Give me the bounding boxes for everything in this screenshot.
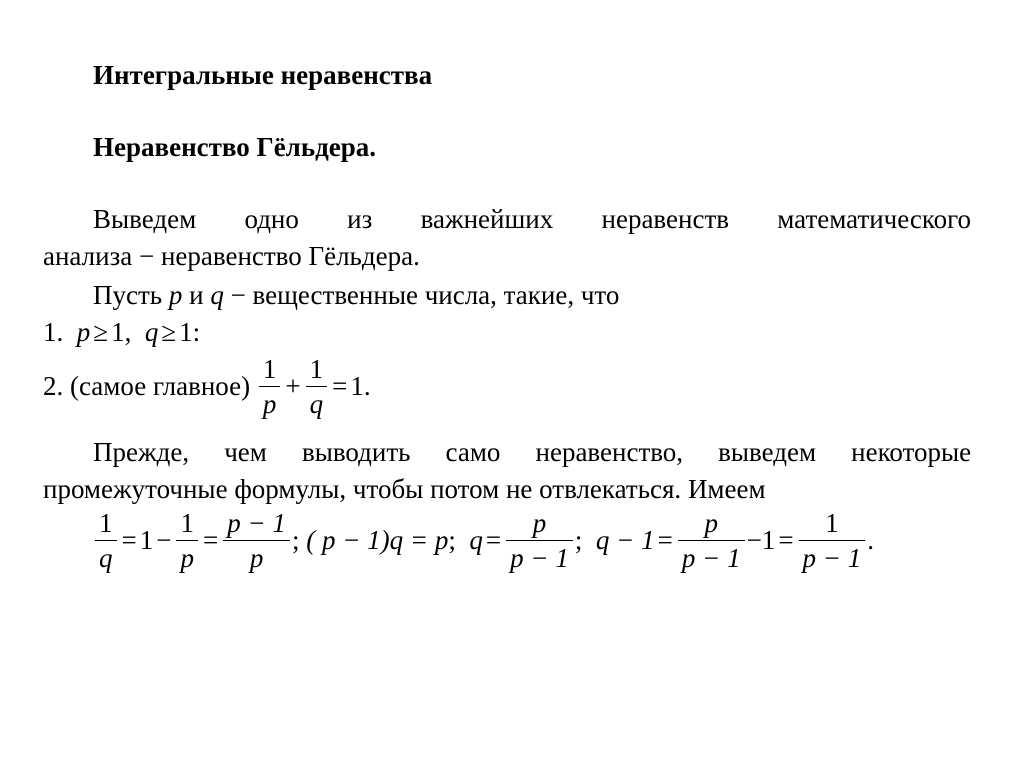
fraction-p-over-p-minus-1 xyxy=(506,508,573,573)
var-q: q xyxy=(469,525,483,555)
paragraph-3-line-2 xyxy=(43,473,766,505)
condition-2-label: 2. (самое главное) xyxy=(43,371,251,401)
word: из xyxy=(347,204,373,234)
semicolon: ; xyxy=(574,525,583,555)
word: Прежде, xyxy=(93,437,190,467)
numerator: 1 xyxy=(309,354,324,384)
one: 1 xyxy=(179,317,193,347)
fraction-1-over-p xyxy=(259,354,281,419)
equals-sign: = xyxy=(332,371,348,401)
condition-1-label: 1. xyxy=(43,317,64,347)
equals-sign: = xyxy=(202,525,219,555)
equals-sign: = xyxy=(121,525,137,555)
denominator: p xyxy=(262,389,277,419)
rhs: 1. xyxy=(350,371,371,401)
fraction-1-over-q xyxy=(95,508,117,573)
text: − вещественные числа, такие, что xyxy=(223,280,620,310)
fraction-bar xyxy=(506,540,573,541)
fraction-bar xyxy=(306,386,328,387)
equals-sign: = xyxy=(657,525,673,555)
word: само xyxy=(445,437,501,467)
fraction-bar xyxy=(176,540,198,541)
word: выводить xyxy=(301,437,411,467)
denominator: q xyxy=(99,543,113,573)
numerator: 1 xyxy=(99,508,113,538)
q-minus-1: q − 1 xyxy=(595,525,655,555)
minus-sign: − xyxy=(156,525,172,555)
condition-1 xyxy=(43,316,200,348)
fraction-1-over-p xyxy=(176,508,198,573)
period: . xyxy=(867,525,875,555)
numerator: p xyxy=(704,508,718,538)
word: Имеем xyxy=(687,474,766,504)
text: Пусть xyxy=(93,280,169,310)
word: промежуточные xyxy=(43,474,228,504)
fraction-bar xyxy=(799,540,866,541)
fraction-bar xyxy=(95,540,117,541)
numerator: p xyxy=(532,508,547,538)
fraction-bar xyxy=(223,540,290,541)
word: Выведем xyxy=(93,204,197,234)
identity-p-minus-1-q: ( p − 1)q = p xyxy=(306,525,449,555)
equals-sign: = xyxy=(485,525,502,555)
denominator: p − 1 xyxy=(681,543,741,573)
formula-line xyxy=(93,508,874,573)
colon: : xyxy=(192,317,201,347)
word: неравенств xyxy=(601,204,729,234)
word: чем xyxy=(224,437,267,467)
numerator: p − 1 xyxy=(227,508,286,538)
fraction-1-over-p-minus-1 xyxy=(799,508,866,573)
word: чтобы xyxy=(352,474,424,504)
semicolon: ; xyxy=(448,525,456,555)
comma: , xyxy=(124,317,132,347)
var-p: p xyxy=(168,280,183,310)
word: математического xyxy=(777,204,972,234)
var-q: q xyxy=(144,317,159,347)
word: формулы, xyxy=(234,474,347,504)
minus-one: −1 xyxy=(746,525,776,555)
denominator: p xyxy=(249,543,264,573)
numerator: 1 xyxy=(262,354,277,384)
word: не xyxy=(505,474,533,504)
semicolon: ; xyxy=(291,525,300,555)
numerator: 1 xyxy=(180,508,194,538)
var-q: q xyxy=(210,280,224,310)
geq-sign: ≥ xyxy=(93,317,109,347)
word: потом xyxy=(430,474,500,504)
denominator: p − 1 xyxy=(510,543,569,573)
paragraph-1-line-1 xyxy=(93,203,971,235)
subsection-title: Неравенство Гёльдера. xyxy=(93,132,377,162)
word: неравенство, xyxy=(535,437,684,467)
one: 1 xyxy=(139,525,154,555)
paragraph-1-line-2: анализа − неравенство Гёльдера. xyxy=(43,241,420,271)
word: выведем xyxy=(718,437,817,467)
text: и xyxy=(182,280,211,310)
denominator: p xyxy=(180,543,194,573)
fraction-bar xyxy=(678,540,745,541)
fraction-1-over-q xyxy=(306,354,328,419)
paragraph-3-line-1 xyxy=(93,436,971,468)
paragraph-2 xyxy=(93,279,619,311)
condition-2 xyxy=(43,354,371,419)
word: одно xyxy=(244,204,299,234)
fraction-p-over-p-minus-1 xyxy=(678,508,745,573)
plus-sign: + xyxy=(285,371,301,401)
fraction-bar xyxy=(259,386,281,387)
word: отвлекаться. xyxy=(539,474,682,504)
geq-sign: ≥ xyxy=(161,317,177,347)
one: 1 xyxy=(111,317,125,347)
var-p: p xyxy=(76,317,91,347)
denominator: q xyxy=(309,389,324,419)
fraction-p-minus-1-over-p xyxy=(223,508,290,573)
denominator: p − 1 xyxy=(802,543,862,573)
word: некоторые xyxy=(851,437,972,467)
equals-sign: = xyxy=(778,525,794,555)
word: важнейших xyxy=(420,204,554,234)
numerator: 1 xyxy=(825,508,839,538)
section-title: Интегральные неравенства xyxy=(93,60,433,90)
